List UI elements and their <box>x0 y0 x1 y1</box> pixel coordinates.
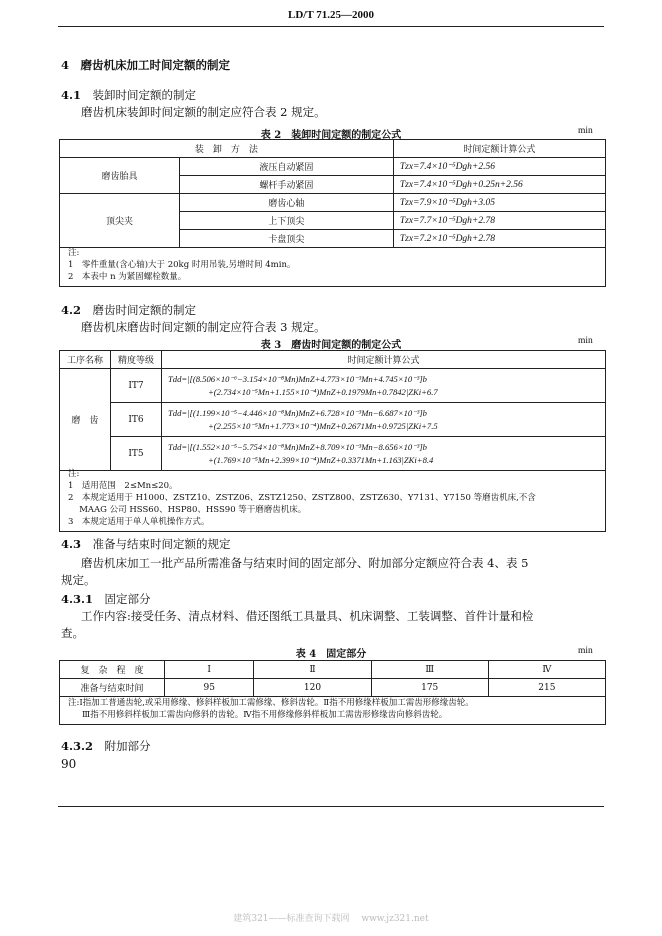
section-4-heading <box>61 57 230 73</box>
row-label-cell: 准备与结束时间 <box>60 679 165 697</box>
formula-cell: Tzx=7.7×10⁻⁵Dgh+2.78 <box>393 212 605 230</box>
table2-notes <box>59 245 606 287</box>
group-cell: 顶尖夹 <box>60 194 180 248</box>
value-cell: 215 <box>488 679 605 697</box>
table4-notes <box>59 695 606 725</box>
section-title: 固定部分 <box>104 592 151 606</box>
table3-unit: min <box>578 336 593 346</box>
formula-cell: Tzx=7.4×10⁻⁵Dgh+0.25n+2.56 <box>393 176 605 194</box>
header-cell: 工序名称 <box>60 351 111 369</box>
method-cell: 螺杆手动紧固 <box>180 176 394 194</box>
process-cell: 磨 齿 <box>60 369 111 471</box>
formula-line-2: +(2.255×10⁻⁵Mn+1.773×10⁻⁴)MnZ+0.2671Mn+0.9725|ZKi+7.5 <box>208 420 438 431</box>
section-4-2-text: 磨齿机床磨齿时间定额的制定应符合表 3 规定。 <box>81 320 326 334</box>
section-title: 磨齿时间定额的制定 <box>92 303 197 317</box>
section-number: 4.2 <box>61 303 82 317</box>
table3-notes <box>59 466 606 532</box>
header-cell: Ⅰ <box>165 661 254 679</box>
table-3 <box>59 350 606 471</box>
formula-line-2: +(1.769×10⁻⁵Mn+2.399×10⁻⁴)MnZ+0.3371Mn+1.163|ZKi+8.4 <box>208 454 434 465</box>
table3-caption: 表 3 磨齿时间定额的制定公式 <box>260 340 402 351</box>
header-cell: 装 卸 方 法 <box>60 140 394 158</box>
header-cell: 时间定额计算公式 <box>162 351 606 369</box>
section-title: 装卸时间定额的制定 <box>92 88 197 102</box>
table-4 <box>59 660 606 697</box>
group-cell: 磨齿胎具 <box>60 158 180 194</box>
section-4-3-1-heading <box>61 591 151 607</box>
formula-line-2: +(2.734×10⁻⁵Mn+1.155×10⁻⁴)MnZ+0.1979Mn+0.7842|ZKi+6.7 <box>208 386 438 397</box>
section-4-3-2-heading <box>61 738 151 754</box>
table-row <box>60 679 606 697</box>
table-row <box>60 369 606 403</box>
section-number: 4.3.1 <box>61 592 94 606</box>
section-title: 磨齿机床加工时间定额的制定 <box>80 58 231 72</box>
header-cell: 精度等级 <box>111 351 162 369</box>
table2-caption: 表 2 装卸时间定额的制定公式 <box>260 130 402 141</box>
formula-line-1: Tdd=|[(1.552×10⁻⁵−5.754×10⁻⁸Mn)MnZ+8.709×10⁻³Mn−8.656×10⁻³]b <box>168 441 427 452</box>
section-title: 准备与结束时间定额的规定 <box>92 537 231 551</box>
header-rule <box>58 26 604 27</box>
grade-cell: IT6 <box>111 403 162 437</box>
formula-cell: Tzx=7.4×10⁻⁵Dgh+2.56 <box>393 158 605 176</box>
note-line: 1 零件重量(含心轴)大于 20kg 时用吊装,另增时间 4min。 <box>68 260 296 270</box>
table4-caption: 表 4 固定部分 <box>295 649 367 660</box>
formula-line-1: Tdd=|[(1.199×10⁻⁵−4.446×10⁻⁸Mn)MnZ+6.728×10⁻³Mn−6.687×10⁻³]b <box>168 407 427 418</box>
method-cell: 磨齿心轴 <box>180 194 394 212</box>
formula-cell: Tzx=7.9×10⁻⁵Dgh+3.05 <box>393 194 605 212</box>
table-header-row <box>60 351 606 369</box>
note-line: 3 本规定适用于单人单机操作方式。 <box>68 517 210 527</box>
table-2 <box>59 139 606 248</box>
section-4-3-1-text: 工作内容:接受任务、清点材料、借还图纸工具量具、机床调整、工装调整、首件计量和检 <box>81 609 534 623</box>
page-number: 90 <box>61 757 77 771</box>
method-cell: 卡盘顶尖 <box>180 230 394 248</box>
value-cell: 120 <box>254 679 371 697</box>
note-line: 2 本规定适用于 H1000、ZSTZ10、ZSTZ06、ZSTZ1250、ZSTZ800、ZSTZ630、Y7131、Y7150 等磨齿机床,不含 <box>68 493 536 503</box>
table4-unit: min <box>578 646 593 656</box>
section-4-3-text: 磨齿机床加工一批产品所需准备与结束时间的固定部分、附加部分定额应符合表 4、表 5 <box>81 556 529 570</box>
section-title: 附加部分 <box>104 739 151 753</box>
header-cell: 复 杂 程 度 <box>60 661 165 679</box>
note-line: 注: <box>68 469 80 479</box>
header-cell: Ⅱ <box>254 661 371 679</box>
header-cell: 时间定额计算公式 <box>393 140 605 158</box>
note-line: 2 本表中 n 为紧固螺栓数量。 <box>68 272 187 282</box>
table2-unit: min <box>578 126 593 136</box>
header-cell: Ⅳ <box>488 661 605 679</box>
formula-cell: Tzx=7.2×10⁻⁵Dgh+2.78 <box>393 230 605 248</box>
section-4-3-1-text-cont: 查。 <box>61 626 84 640</box>
grade-cell: IT7 <box>111 369 162 403</box>
section-number: 4.1 <box>61 88 82 102</box>
value-cell: 175 <box>371 679 488 697</box>
section-4-1-heading <box>61 87 196 103</box>
footer-rule <box>58 806 604 807</box>
watermark: 建筑321——标准查询下载网 www.jz321.net <box>233 914 429 924</box>
note-line: 1 适用范围 2≤Mn≤20。 <box>68 481 178 491</box>
section-4-2-heading <box>61 302 196 318</box>
note-line: 注: <box>68 248 80 258</box>
note-line: Ⅲ指不用修斜样板加工需齿向修斜的齿轮。Ⅳ指不用修缘修斜样板加工需齿形修缘齿向修斜齿轮。 <box>82 710 448 720</box>
note-line: 注:Ⅰ指加工普通齿轮,或采用修缘、修斜样板加工需修缘、修斜齿轮。Ⅱ指不用修缘样板加工需齿形修缘齿轮。 <box>68 698 474 708</box>
table-row <box>60 158 606 176</box>
running-header: LD/T 71.25—2000 <box>288 9 374 21</box>
grade-cell: IT5 <box>111 437 162 471</box>
section-4-3-text-cont: 规定。 <box>61 573 96 587</box>
section-number: 4.3.2 <box>61 739 94 753</box>
formula-cell <box>162 403 606 437</box>
note-line: MAAG 公司 HSS60、HSP80、HSS90 等干磨磨齿机床。 <box>68 505 307 515</box>
section-number: 4.3 <box>61 537 82 551</box>
value-cell: 95 <box>165 679 254 697</box>
section-4-1-text: 磨齿机床装卸时间定额的制定应符合表 2 规定。 <box>81 105 326 119</box>
table-row <box>60 194 606 212</box>
section-4-3-heading <box>61 536 231 552</box>
formula-line-1: Tdd=|[(8.506×10⁻⁶−3.154×10⁻⁸Mn)MnZ+4.773×10⁻³Mn+4.745×10⁻³]b <box>168 373 427 384</box>
method-cell: 上下顶尖 <box>180 212 394 230</box>
formula-cell <box>162 369 606 403</box>
table-header-row <box>60 661 606 679</box>
header-cell: Ⅲ <box>371 661 488 679</box>
method-cell: 液压自动紧固 <box>180 158 394 176</box>
section-number: 4 <box>61 58 70 72</box>
table-row <box>60 403 606 437</box>
table-header-row <box>60 140 606 158</box>
